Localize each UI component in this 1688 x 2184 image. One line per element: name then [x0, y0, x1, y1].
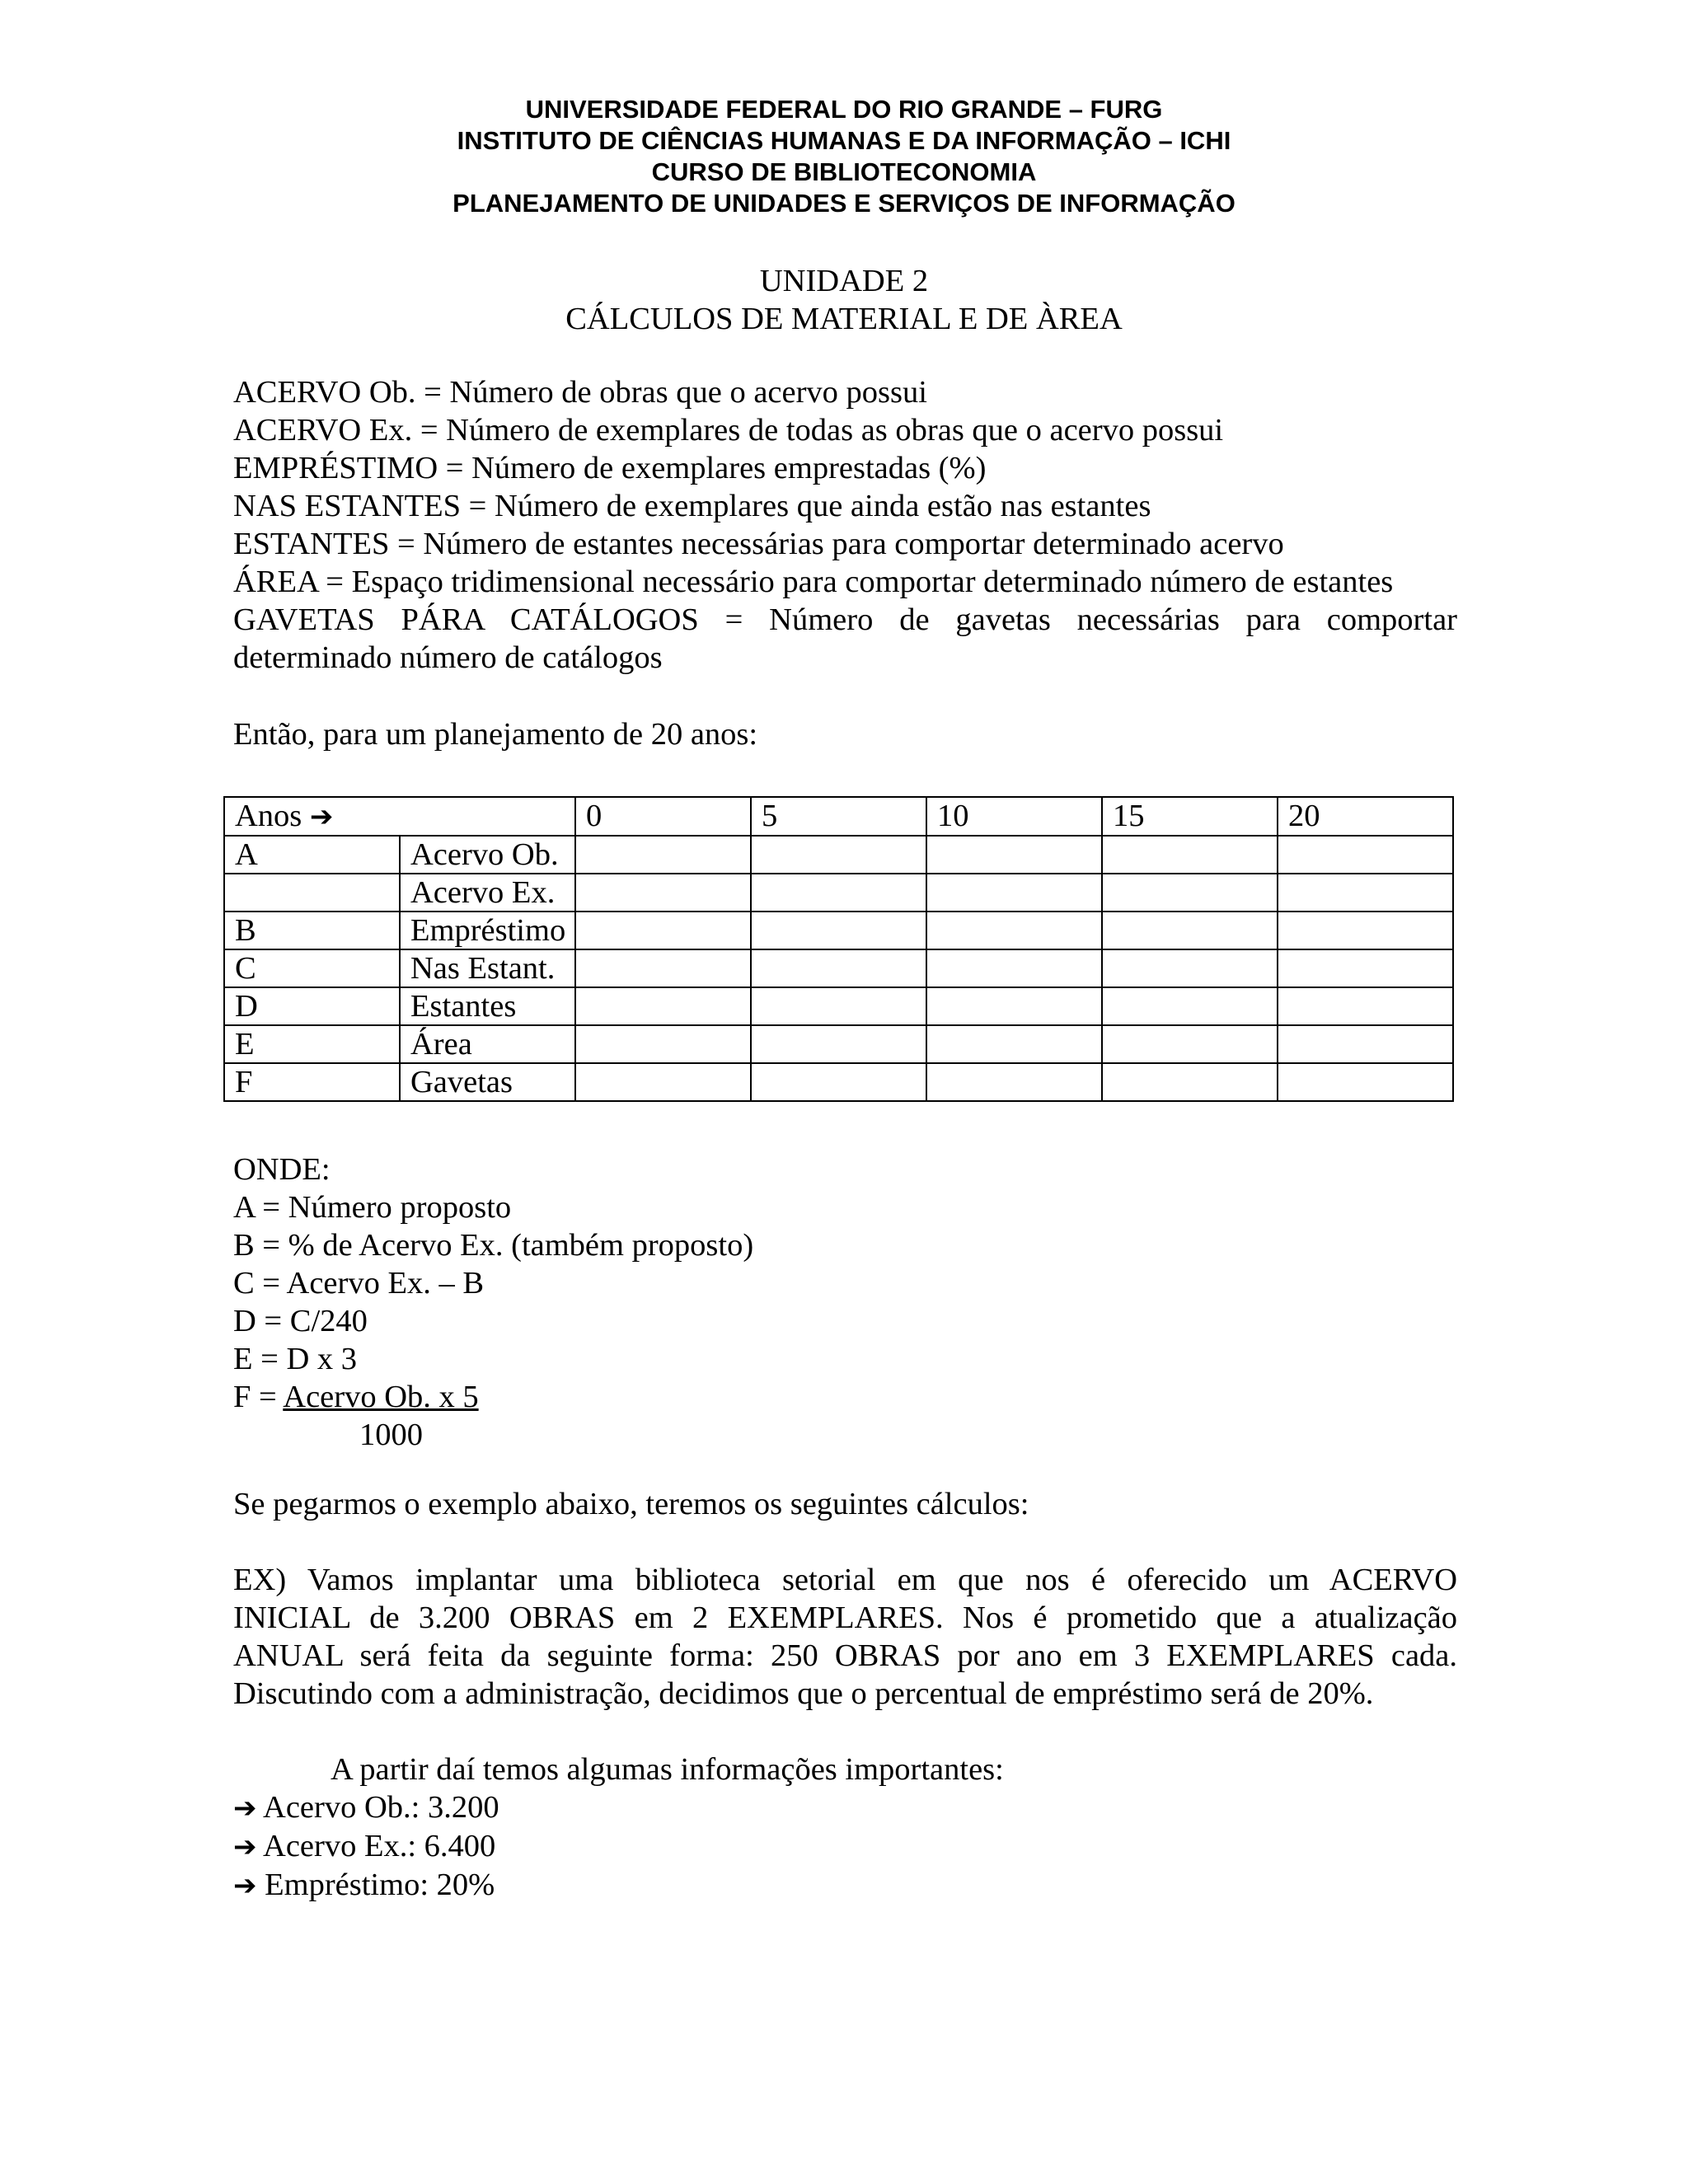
- formula-legend: [233, 1151, 753, 1454]
- definition-gavetas: GAVETAS PÁRA CATÁLOGOS = Número de gavetas necessárias para comportar: [233, 602, 1457, 637]
- table-header-years: [224, 797, 575, 836]
- table-cell: [926, 836, 1102, 874]
- formula-f-denominator: 1000: [359, 1418, 423, 1452]
- row-label: Empréstimo: [400, 912, 575, 949]
- table-cell: [1102, 874, 1278, 912]
- row-label: Estantes: [400, 987, 575, 1025]
- formula-d: D = C/240: [233, 1304, 368, 1338]
- important-info: [233, 1750, 1004, 1905]
- example-lead: Se pegarmos o exemplo abaixo, teremos os seguintes cálculos:: [233, 1487, 1029, 1521]
- table-cell: [1102, 836, 1278, 874]
- years-label: Anos: [235, 799, 302, 833]
- table-row: [224, 949, 1453, 987]
- definition-gavetas-cont: determinado número de catálogos: [233, 640, 663, 675]
- table-cell: [1278, 987, 1453, 1025]
- year-header: 10: [926, 797, 1102, 836]
- year-header: 15: [1102, 797, 1278, 836]
- info-item-text: Acervo Ex.: 6.400: [263, 1829, 496, 1863]
- legend-title: ONDE:: [233, 1152, 331, 1187]
- example-line: ANUAL será feita da seguinte forma: 250 OBRAS por ano em 3 EXEMPLARES cada.: [233, 1638, 1457, 1673]
- row-letter: B: [224, 912, 400, 949]
- year-header: 0: [575, 797, 751, 836]
- row-letter: D: [224, 987, 400, 1025]
- table-row: [224, 1063, 1453, 1101]
- table-row: [224, 874, 1453, 912]
- right-arrow-icon: ➔: [233, 1792, 257, 1825]
- row-letter: F: [224, 1063, 400, 1101]
- year-header: 5: [751, 797, 926, 836]
- table-row: [224, 836, 1453, 874]
- table-cell: [1102, 949, 1278, 987]
- table-cell: [575, 1025, 751, 1063]
- info-item: [233, 1788, 1004, 1827]
- table-cell: [575, 987, 751, 1025]
- header-discipline: PLANEJAMENTO DE UNIDADES E SERVIÇOS DE INFORMAÇÃO: [452, 189, 1236, 218]
- table-cell: [575, 949, 751, 987]
- table-cell: [926, 1025, 1102, 1063]
- info-item: [233, 1827, 1004, 1866]
- year-header: 20: [1278, 797, 1453, 836]
- table-cell: [751, 874, 926, 912]
- table-cell: [926, 987, 1102, 1025]
- example-line: EX) Vamos implantar uma biblioteca setorial em que nos é oferecido um ACERVO: [233, 1563, 1457, 1597]
- right-arrow-icon: ➔: [233, 1830, 257, 1863]
- formula-a: A = Número proposto: [233, 1190, 512, 1225]
- table-cell: [751, 1025, 926, 1063]
- unit-number: UNIDADE 2: [759, 264, 929, 298]
- table-cell: [1278, 912, 1453, 949]
- table-cell: [1102, 987, 1278, 1025]
- table-cell: [575, 912, 751, 949]
- table-cell: [1278, 1025, 1453, 1063]
- table-cell: [1278, 874, 1453, 912]
- formula-e: E = D x 3: [233, 1342, 358, 1376]
- table-cell: [1278, 836, 1453, 874]
- formula-f-numerator: Acervo Ob. x 5: [283, 1380, 479, 1414]
- table-cell: [926, 1063, 1102, 1101]
- row-letter: [224, 874, 400, 912]
- table-cell: [751, 987, 926, 1025]
- right-arrow-icon: ➔: [233, 1869, 257, 1902]
- row-label: Acervo Ob.: [400, 836, 575, 874]
- formula-c: C = Acervo Ex. – B: [233, 1266, 485, 1301]
- row-letter: E: [224, 1025, 400, 1063]
- example-line: INICIAL de 3.200 OBRAS em 2 EXEMPLARES. Nos é prometido que a atualização: [233, 1601, 1457, 1635]
- definition-nas-estantes: NAS ESTANTES = Número de exemplares que ainda estão nas estantes: [233, 489, 1151, 523]
- formula-f: [233, 1378, 753, 1416]
- example-paragraph: [233, 1561, 1457, 1713]
- definition-area: ÁREA = Espaço tridimensional necessário para comportar determinado número de estantes: [233, 565, 1394, 599]
- example-line: Discutindo com a administração, decidimos que o percentual de empréstimo será de 20%.: [233, 1676, 1374, 1711]
- table-cell: [1278, 949, 1453, 987]
- unit-name: CÁLCULOS DE MATERIAL E DE ÀREA: [565, 302, 1123, 336]
- table-cell: [1102, 912, 1278, 949]
- header-institute: INSTITUTO DE CIÊNCIAS HUMANAS E DA INFORMAÇÃO – ICHI: [457, 126, 1231, 155]
- header-university: UNIVERSIDADE FEDERAL DO RIO GRANDE – FURG: [525, 95, 1163, 124]
- table-cell: [926, 949, 1102, 987]
- info-lead: A partir daí temos algumas informações importantes:: [331, 1752, 1004, 1787]
- table-cell: [926, 874, 1102, 912]
- table-cell: [1278, 1063, 1453, 1101]
- formula-f-prefix: F =: [233, 1380, 284, 1414]
- planning-intro: Então, para um planejamento de 20 anos:: [233, 717, 758, 752]
- definition-acervo-ob: ACERVO Ob. = Número de obras que o acervo possui: [233, 375, 927, 410]
- table-cell: [751, 1063, 926, 1101]
- table-cell: [751, 949, 926, 987]
- formula-b: B = % de Acervo Ex. (também proposto): [233, 1228, 754, 1263]
- definitions-list: [233, 373, 1457, 677]
- definition-emprestimo: EMPRÉSTIMO = Número de exemplares emprestadas (%): [233, 451, 987, 485]
- planning-table: [223, 796, 1454, 1102]
- table-row: [224, 1025, 1453, 1063]
- table-row: [224, 912, 1453, 949]
- row-label: Área: [400, 1025, 575, 1063]
- table-row: [224, 987, 1453, 1025]
- info-item: [233, 1866, 1004, 1905]
- table-cell: [575, 874, 751, 912]
- definition-estantes: ESTANTES = Número de estantes necessárias para comportar determinado acervo: [233, 527, 1284, 561]
- info-item-text: Acervo Ob.: 3.200: [263, 1790, 499, 1825]
- row-letter: A: [224, 836, 400, 874]
- table-cell: [575, 836, 751, 874]
- row-letter: C: [224, 949, 400, 987]
- table-cell: [751, 912, 926, 949]
- definition-acervo-ex: ACERVO Ex. = Número de exemplares de todas as obras que o acervo possui: [233, 413, 1224, 448]
- table-cell: [1102, 1063, 1278, 1101]
- row-label: Acervo Ex.: [400, 874, 575, 912]
- table-header-row: [224, 797, 1453, 836]
- table-cell: [575, 1063, 751, 1101]
- table-cell: [1102, 1025, 1278, 1063]
- row-label: Gavetas: [400, 1063, 575, 1101]
- row-label: Nas Estant.: [400, 949, 575, 987]
- info-item-text: Empréstimo: 20%: [265, 1868, 495, 1902]
- institution-header: [0, 94, 1688, 219]
- header-course: CURSO DE BIBLIOTECONOMIA: [651, 157, 1037, 186]
- unit-title: [0, 262, 1688, 338]
- table-cell: [751, 836, 926, 874]
- right-arrow-icon: ➔: [309, 800, 334, 833]
- table-cell: [926, 912, 1102, 949]
